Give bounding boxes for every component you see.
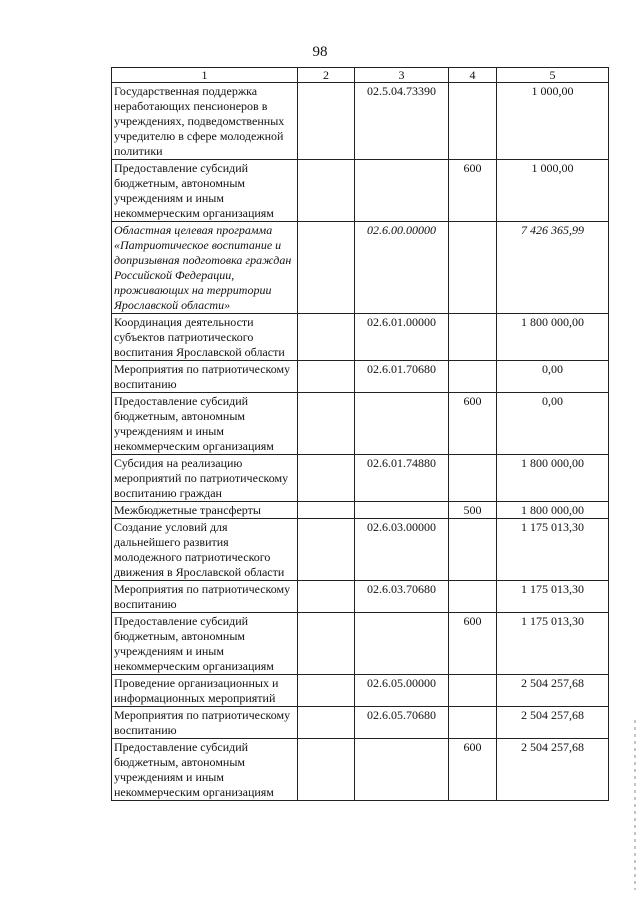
table-row <box>112 393 609 455</box>
header-col-4: 4 <box>449 68 497 83</box>
budget-table <box>111 67 609 801</box>
row-name-cell: Предоставление субсидий бюджетным, автономным учреждениям и иным некоммерческим организациям <box>112 739 298 801</box>
header-col-5: 5 <box>497 68 609 83</box>
row-type-cell <box>449 83 497 160</box>
row-name-cell: Мероприятия по патриотическому воспитанию <box>112 361 298 393</box>
table-row <box>112 222 609 314</box>
table-row <box>112 739 609 801</box>
row-name-cell: Предоставление субсидий бюджетным, автономным учреждениям и иным некоммерческим организациям <box>112 160 298 222</box>
row-col2-cell <box>298 314 355 361</box>
table-row <box>112 160 609 222</box>
row-col2-cell <box>298 519 355 581</box>
row-code-cell: 02.5.04.73390 <box>355 83 449 160</box>
row-code-cell: 02.6.00.00000 <box>355 222 449 314</box>
table-row <box>112 314 609 361</box>
table-row <box>112 455 609 502</box>
row-amount-cell: 0,00 <box>497 361 609 393</box>
table-row <box>112 613 609 675</box>
table-row <box>112 707 609 739</box>
row-name-cell: Координация деятельности субъектов патриотического воспитания Ярославской области <box>112 314 298 361</box>
row-amount-cell: 1 800 000,00 <box>497 502 609 519</box>
row-col2-cell <box>298 613 355 675</box>
table-row <box>112 502 609 519</box>
row-code-cell <box>355 160 449 222</box>
row-amount-cell: 7 426 365,99 <box>497 222 609 314</box>
row-code-cell: 02.6.01.00000 <box>355 314 449 361</box>
row-type-cell <box>449 361 497 393</box>
table-header-row <box>112 68 609 83</box>
row-amount-cell: 2 504 257,68 <box>497 675 609 707</box>
row-name-cell: Областная целевая программа «Патриотическое воспитание и допризывная подготовка граждан Российской Федерации, проживающих на территории Ярославской области» <box>112 222 298 314</box>
row-type-cell <box>449 707 497 739</box>
row-col2-cell <box>298 393 355 455</box>
row-col2-cell <box>298 675 355 707</box>
row-amount-cell: 2 504 257,68 <box>497 739 609 801</box>
row-col2-cell <box>298 581 355 613</box>
row-name-cell: Межбюджетные трансферты <box>112 502 298 519</box>
page-number: 98 <box>312 44 328 60</box>
row-code-cell: 02.6.01.74880 <box>355 455 449 502</box>
row-col2-cell <box>298 739 355 801</box>
row-name-cell: Субсидия на реализацию мероприятий по патриотическому воспитанию граждан <box>112 455 298 502</box>
table-row <box>112 519 609 581</box>
row-amount-cell: 2 504 257,68 <box>497 707 609 739</box>
header-col-2: 2 <box>298 68 355 83</box>
row-type-cell <box>449 581 497 613</box>
row-type-cell: 600 <box>449 393 497 455</box>
row-code-cell: 02.6.01.70680 <box>355 361 449 393</box>
row-col2-cell <box>298 502 355 519</box>
table-row <box>112 675 609 707</box>
row-col2-cell <box>298 361 355 393</box>
table-row <box>112 361 609 393</box>
row-amount-cell: 1 175 013,30 <box>497 581 609 613</box>
table-row <box>112 581 609 613</box>
row-amount-cell: 1 800 000,00 <box>497 455 609 502</box>
header-col-3: 3 <box>355 68 449 83</box>
scan-margin-mark <box>634 720 636 890</box>
row-type-cell: 500 <box>449 502 497 519</box>
row-name-cell: Создание условий для дальнейшего развития молодежного патриотического движения в Ярославской области <box>112 519 298 581</box>
row-type-cell <box>449 222 497 314</box>
row-name-cell: Мероприятия по патриотическому воспитанию <box>112 581 298 613</box>
row-amount-cell: 1 175 013,30 <box>497 519 609 581</box>
row-code-cell: 02.6.05.00000 <box>355 675 449 707</box>
row-type-cell <box>449 314 497 361</box>
row-type-cell: 600 <box>449 613 497 675</box>
row-code-cell <box>355 502 449 519</box>
row-col2-cell <box>298 160 355 222</box>
row-type-cell: 600 <box>449 739 497 801</box>
row-amount-cell: 1 175 013,30 <box>497 613 609 675</box>
row-name-cell: Государственная поддержка неработающих пенсионеров в учреждениях, подведомственных учредителю в сфере молодежной политики <box>112 83 298 160</box>
row-code-cell <box>355 393 449 455</box>
row-amount-cell: 1 000,00 <box>497 83 609 160</box>
row-type-cell <box>449 519 497 581</box>
row-amount-cell: 0,00 <box>497 393 609 455</box>
row-name-cell: Предоставление субсидий бюджетным, автономным учреждениям и иным некоммерческим организациям <box>112 393 298 455</box>
row-col2-cell <box>298 455 355 502</box>
row-code-cell <box>355 613 449 675</box>
row-col2-cell <box>298 83 355 160</box>
row-amount-cell: 1 800 000,00 <box>497 314 609 361</box>
row-name-cell: Мероприятия по патриотическому воспитанию <box>112 707 298 739</box>
row-type-cell <box>449 675 497 707</box>
row-type-cell <box>449 455 497 502</box>
row-name-cell: Проведение организационных и информационных мероприятий <box>112 675 298 707</box>
row-code-cell <box>355 739 449 801</box>
row-code-cell: 02.6.05.70680 <box>355 707 449 739</box>
row-name-cell: Предоставление субсидий бюджетным, автономным учреждениям и иным некоммерческим организациям <box>112 613 298 675</box>
row-amount-cell: 1 000,00 <box>497 160 609 222</box>
row-type-cell: 600 <box>449 160 497 222</box>
row-col2-cell <box>298 222 355 314</box>
row-code-cell: 02.6.03.70680 <box>355 581 449 613</box>
row-col2-cell <box>298 707 355 739</box>
row-code-cell: 02.6.03.00000 <box>355 519 449 581</box>
table-row <box>112 83 609 160</box>
header-col-1: 1 <box>112 68 298 83</box>
